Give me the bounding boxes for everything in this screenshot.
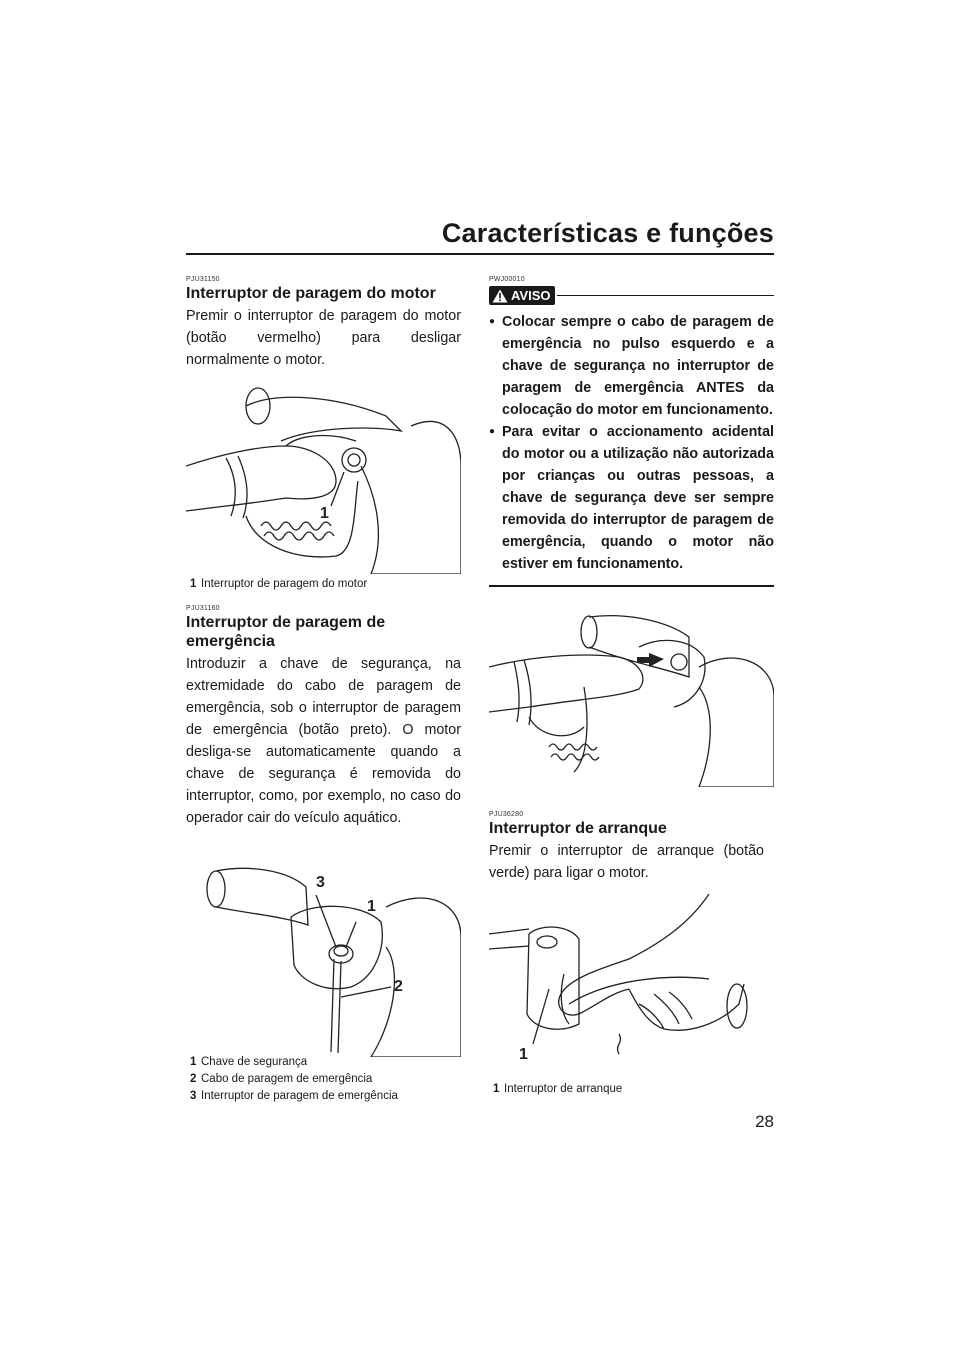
left-column [186, 276, 461, 1105]
warning-badge: AVISO [489, 286, 555, 305]
caption-list [489, 1081, 774, 1098]
section-code: PJU31150 [186, 276, 220, 283]
warning-list [489, 311, 774, 575]
callout-3: 3 [316, 874, 325, 891]
page-title: Características e funções [441, 218, 774, 248]
caption-list [186, 576, 461, 593]
section-body: Introduzir a chave de segurança, na extremidade do cabo de paragem de emergência, sob o interruptor de paragem de emergência (botão preto). O motor desliga-se automaticamente quando a chave de segurança é removida do interruptor, como, por exemplo, no caso do operador cair do veículo aquático. [186, 656, 461, 826]
caption-item: 1 Chave de segurança [190, 1056, 308, 1068]
warning-rule [557, 295, 775, 297]
caption-item: 1 Interruptor de paragem do motor [190, 578, 368, 590]
start-switch-illustration [489, 894, 764, 1079]
caption-item: 3 Interruptor de paragem de emergência [190, 1090, 398, 1102]
caption-item: 1 Interruptor de arranque [493, 1082, 623, 1095]
warning-header [489, 286, 774, 305]
right-column [489, 276, 774, 1098]
stop-switch-illustration [186, 386, 461, 574]
page-number: 28 [755, 1112, 774, 1131]
caption-item: 2 Cabo de paragem de emergência [190, 1073, 373, 1085]
section-body: Premir o interruptor de arranque (botão verde) para ligar o motor. [489, 842, 764, 881]
title-rule [186, 253, 774, 255]
callout-2: 2 [394, 978, 403, 995]
section-title: Interruptor de arranque [489, 819, 667, 837]
section-title: Interruptor de paragem do motor [186, 285, 436, 302]
section-code: PJU31160 [186, 605, 220, 612]
callout-1: 1 [367, 898, 376, 915]
warning-code: PWJ00010 [489, 276, 525, 283]
section-body: Premir o interruptor de paragem do motor (botão vermelho) para desligar normalmente o motor. [186, 308, 461, 368]
callout-1: 1 [320, 505, 329, 522]
section-code: PJU36280 [489, 810, 524, 818]
warning-triangle-icon [492, 289, 508, 303]
warning-item: ● Para evitar o accionamento acidental do motor ou a utilização não autorizada por crianças ou outras pessoas, a chave de segurança deve ser sempre removida do interruptor de paragem de emergência, quando o motor não estiver em funcionamento. [489, 424, 774, 572]
caption-list [186, 1054, 461, 1105]
warning-bottom-rule [489, 585, 774, 587]
safety-key-illustration [489, 607, 774, 787]
section-title: Interruptor de paragem de emergência [186, 614, 386, 650]
emergency-switch-illustration [186, 847, 461, 1057]
warning-item: ● Colocar sempre o cabo de paragem de emergência no pulso esquerdo e a chave de segurança no interruptor de paragem de emergência ANTES da colocação do motor em funcionamento. [489, 314, 774, 418]
callout-1: 1 [519, 1045, 528, 1063]
